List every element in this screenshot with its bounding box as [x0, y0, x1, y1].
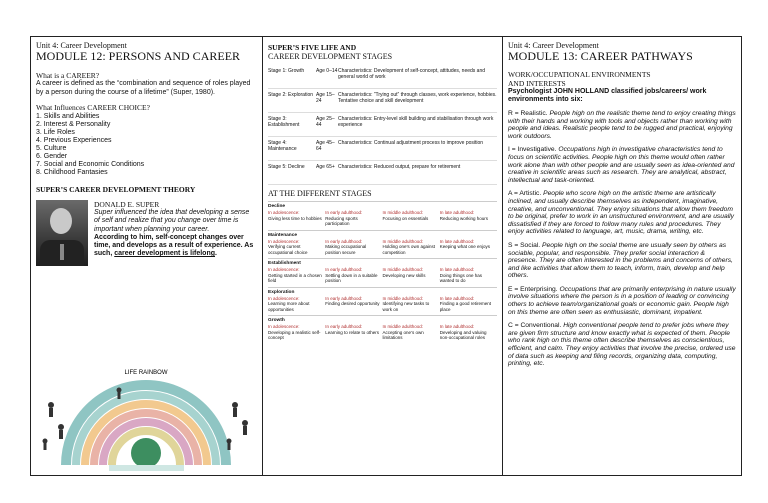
- unit-label: Unit 4: Career Development: [36, 41, 127, 50]
- list-item: 4. Previous Experiences: [36, 137, 112, 144]
- module-title: MODULE 12: PERSONS AND CAREER: [36, 49, 241, 63]
- task-row: Giving less time to hobbies Reducing sports participation Focusing on essentials Reducing working hours: [268, 215, 489, 226]
- task-row: Verifying current occupational choice Making occupational position secure Holding one’s own against competition Keeping what one enjoys: [268, 244, 491, 255]
- environments-heading-2: AND INTERESTS: [508, 78, 566, 88]
- super-description: Super influenced the idea that developing a sense of self and realize that you change over time is important when planning your career.: [94, 209, 250, 233]
- list-item: 2. Interest & Personality: [36, 121, 111, 128]
- task-header-row: In adolescence: In early adulthood: In middle adulthood: In late adulthood:: [268, 267, 475, 272]
- task-group-label: Exploration: [268, 287, 497, 295]
- holland-type-artistic: A = Artistic. People who score high on the artistic theme are artistically inclined, and usually describe themselves as independent, imaginative, creative, and unconventional. They enjoy situations that allow them freedom to be original, prefer to work in an unstructured environment, and are usually dissatisfied if they are forced to follow many rules and procedures. They enjoy activities related to language, art, music, drama, writing, etc.: [508, 190, 735, 236]
- task-row: Developing a realistic self-concept Learning to relate to others Accepting one’s own limitations Developing and valuing non-occupational roles: [268, 329, 487, 340]
- stage-row: Stage 1: Growth Age 0–14 Characteristics: Development of self-concept, attitudes, needs and general world of work: [268, 65, 497, 89]
- super-profile: [36, 200, 257, 266]
- task-header-row: In adolescence: In early adulthood: In middle adulthood: In late adulthood:: [268, 324, 475, 329]
- environments-heading-1: WORK/OCCUPATIONAL ENVIRONMENTS: [508, 70, 651, 79]
- tasks-title: AT THE DIFFERENT STAGES: [268, 189, 372, 198]
- list-item: 7. Social and Economic Conditions: [36, 161, 145, 168]
- task-group-label: Growth: [268, 315, 497, 323]
- rainbow-title: LIFE RAINBOW: [124, 370, 168, 376]
- holland-intro: Psychologist JOHN HOLLAND classified jobs/careers/ work environments into six:: [508, 88, 707, 103]
- life-rainbow-diagram: [39, 365, 254, 473]
- list-item: 8. Childhood Fantasies: [36, 169, 108, 176]
- task-header-row: In adolescence: In early adulthood: In middle adulthood: In late adulthood:: [268, 238, 475, 244]
- holland-type-investigative: I = Investigative. Occupations high in investigative characteristics tend to focus on scientific activities. People high on this theme would often rather work alone than with other people and are usually seen as idea-oriented and creative in scientific areas such as research. They are analytical, abstract, intellectual and task-oriented.: [508, 146, 735, 184]
- task-group-label: Maintenance: [268, 230, 497, 238]
- lifelong-emphasis: career development is lifelong: [114, 250, 216, 258]
- donald-super-portrait: [36, 200, 88, 266]
- list-item: 5. Culture: [36, 145, 67, 152]
- stages-title-2: CAREER DEVELOPMENT STAGES: [268, 52, 393, 61]
- holland-type-conventional: C = Conventional. High conventional people tend to prefer jobs where they are given firm structure and know exactly what is expected of them. People who rank high on this theme often describe themselves as conscientious, efficient, and calm. They enjoy activities that involve the precise, ordered use of data such as keeping and filing records, organizing data, computing, printing, etc.: [508, 322, 736, 368]
- holland-type-realistic: R = Realistic. People high on the realistic theme tend to enjoy creating things with their hands and working with tools and objects rather than working with people and ideas. Realistic people tend to be rugged and practical, enjoying work outdoors.: [508, 110, 736, 140]
- stages-title-1: SUPER’S FIVE LIFE AND: [268, 43, 357, 52]
- super-name: DONALD E. SUPER: [94, 200, 160, 209]
- task-group-label: Decline: [268, 201, 497, 209]
- influences-list: [36, 113, 257, 177]
- question-influences: What Influences CAREER CHOICE?: [36, 103, 150, 112]
- handout-page: [30, 36, 742, 476]
- super-self-concept: According to him, self-concept changes over time, and develops as a result of experience. As such, career development is lifelong.: [94, 233, 254, 258]
- task-row: Getting started in a chosen field Settling down in a suitable position Developing new skills Doing things one has wanted to do: [268, 272, 483, 283]
- list-item: 6. Gender: [36, 153, 68, 160]
- stage-row: Stage 2: Exploration Age 15–24 Characteristics: “Trying out” through classes, work experience, hobbies. Tentative choice and skill development: [268, 89, 497, 113]
- unit-label: Unit 4: Career Development: [508, 41, 599, 50]
- module-13-column: [503, 37, 741, 475]
- task-row: Learning more about opportunities Finding desired opportunity Identifying new tasks to work on Finding a good retirement place: [268, 301, 492, 312]
- holland-type-social: S = Social. People high on the social theme are usually seen by others as sociable, popular, and responsible. They prefer social interaction & presence. They are often interested in the problems and concerns of others, and like activities that allow them to teach, inform, train, develop and help others.: [508, 241, 733, 280]
- module-title: MODULE 13: CAREER PATHWAYS: [508, 49, 693, 63]
- task-header-row: In adolescence: In early adulthood: In middle adulthood: In late adulthood:: [268, 295, 475, 301]
- theory-heading: SUPER’S CAREER DEVELOPMENT THEORY: [36, 185, 196, 194]
- stage-row: Stage 5: Decline Age 65+ Characteristics: Reduced output, prepare for retirement: [268, 161, 497, 185]
- task-header-row: In adolescence: In early adulthood: In middle adulthood: In late adulthood:: [268, 210, 475, 215]
- stage-row: Stage 4: Maintenance Age 45–64 Characteristics: Continual adjustment process to improve position: [268, 137, 497, 161]
- holland-type-enterprising: E = Enterprising. Occupations that are primarily enterprising in nature usually involve situations where the person is in a position of leading or convincing others to achieve team/organizational goals or economic gain. People high on this theme are often seen as enthusiastic, dominant, impatient.: [508, 285, 736, 316]
- list-item: 3. Life Roles: [36, 129, 75, 136]
- list-item: 1. Skills and Abilities: [36, 113, 100, 120]
- stage-row: Stage 3: Establishment Age 25–44 Characteristics: Entry-level skill building and stabilisation through work experience: [268, 113, 497, 137]
- question-career: What is a CAREER?: [36, 71, 100, 80]
- super-stages-column: [263, 37, 503, 475]
- career-definition: A career is defined as the “combination and sequence of roles played by a person during the course of a lifetime” (Super, 1980).: [36, 80, 251, 96]
- task-group-label: Establishment: [268, 258, 497, 266]
